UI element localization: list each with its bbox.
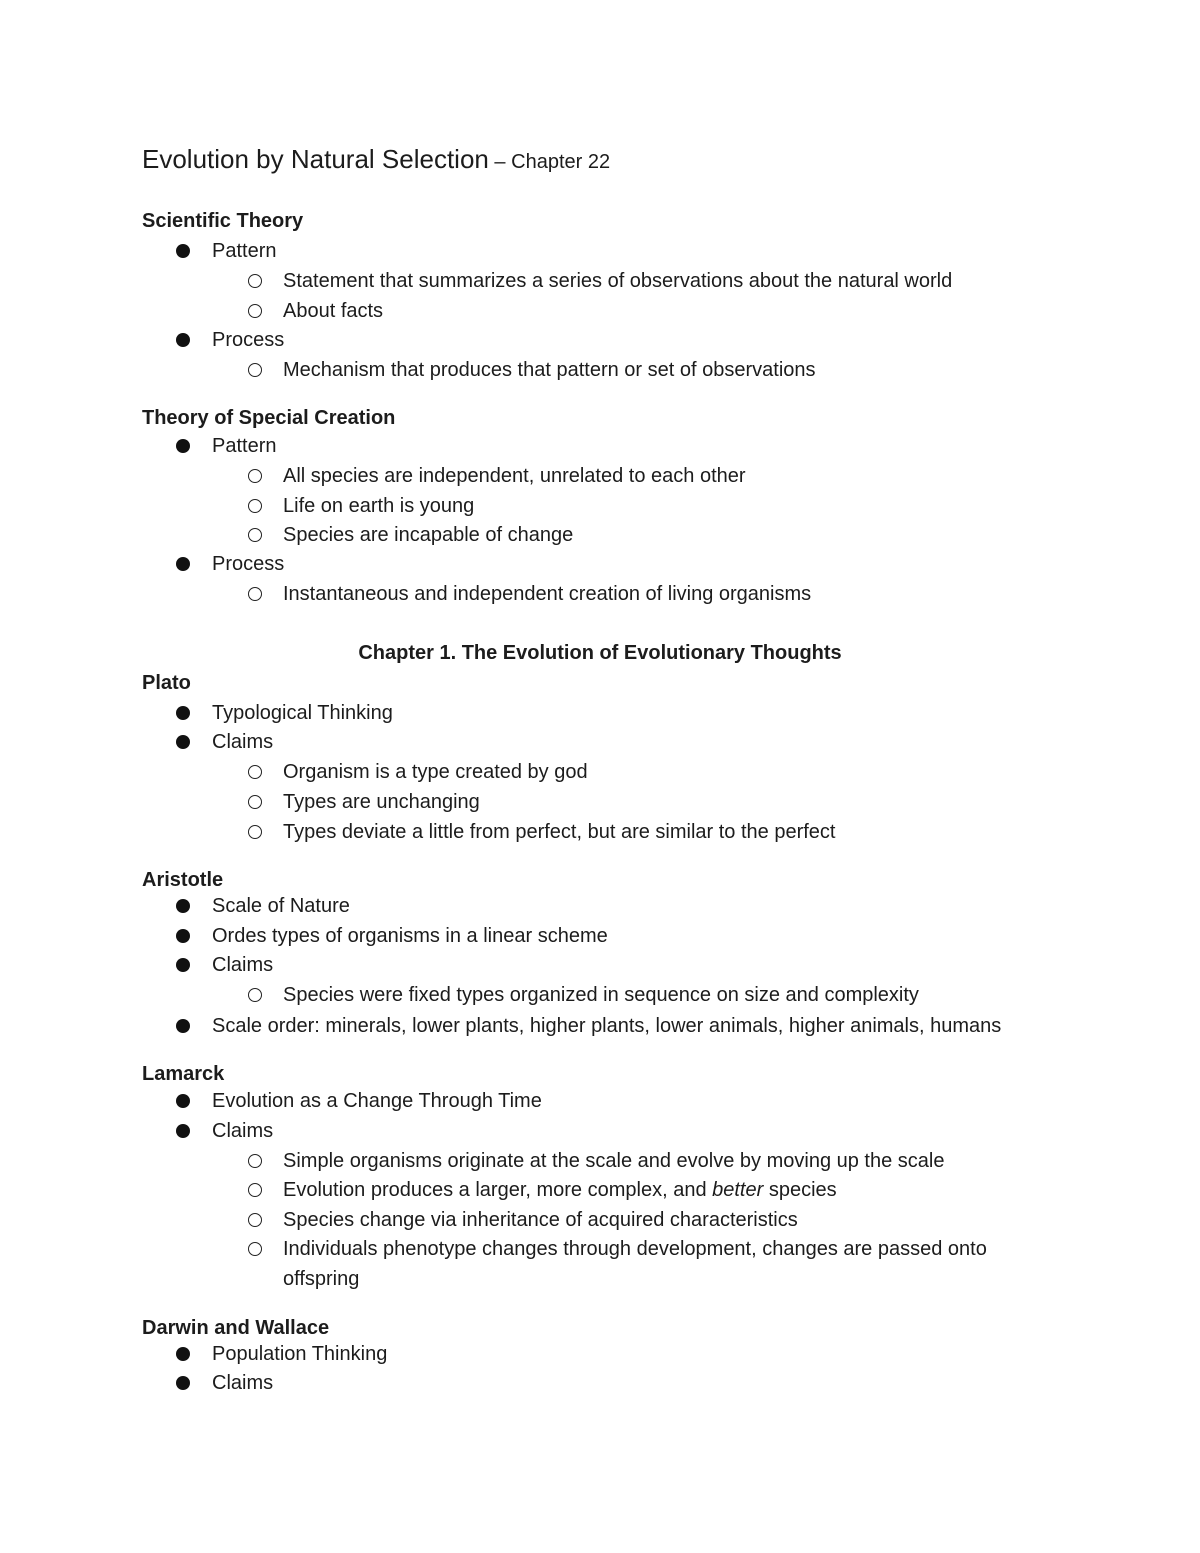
list-item: Species were fixed types organized in sequence on size and complexity [283,980,919,1010]
list-item: About facts [283,296,383,326]
heading-scientific-theory: Scientific Theory [142,210,304,232]
list-item: Process [212,325,284,355]
hollow-bullet-icon [248,469,262,483]
list-item: Simple organisms originate at the scale and evolve by moving up the scale [283,1146,944,1176]
filled-bullet-icon [176,1124,190,1138]
hollow-bullet-icon [248,1242,262,1256]
list-item: All species are independent, unrelated to each other [283,461,746,491]
title-chapter: Chapter 22 [511,151,611,173]
list-item: Types are unchanging [283,787,480,817]
hollow-bullet-icon [248,587,262,601]
list-item: Pattern [212,431,276,461]
hollow-bullet-icon [248,825,262,839]
filled-bullet-icon [176,1347,190,1361]
list-item: Types deviate a little from perfect, but are similar to the perfect [283,817,835,847]
filled-bullet-icon [176,1019,190,1033]
list-item: Instantaneous and independent creation of living organisms [283,579,811,609]
hollow-bullet-icon [248,1213,262,1227]
chapter-heading: Chapter 1. The Evolution of Evolutionary Thoughts [358,642,842,664]
list-item: Scale of Nature [212,891,350,921]
hollow-bullet-icon [248,274,262,288]
heading-lamarck: Lamarck [142,1063,225,1085]
list-item: Scale order: minerals, lower plants, higher plants, lower animals, higher animals, humans [212,1011,1001,1041]
list-item: Pattern [212,236,276,266]
filled-bullet-icon [176,706,190,720]
list-item: Ordes types of organisms in a linear scheme [212,921,608,951]
list-item: Claims [212,950,273,980]
list-item: Organism is a type created by god [283,757,588,787]
heading-darwin-wallace: Darwin and Wallace [142,1317,330,1339]
list-item: Claims [212,727,273,757]
heading-special-creation: Theory of Special Creation [142,407,396,429]
title-main: Evolution by Natural Selection [142,144,489,174]
hollow-bullet-icon [248,499,262,513]
hollow-bullet-icon [248,363,262,377]
heading-plato: Plato [142,672,191,694]
filled-bullet-icon [176,333,190,347]
hollow-bullet-icon [248,528,262,542]
hollow-bullet-icon [248,1183,262,1197]
list-item: Evolution as a Change Through Time [212,1086,542,1116]
hollow-bullet-icon [248,795,262,809]
document-title [142,140,610,181]
filled-bullet-icon [176,1094,190,1108]
hollow-bullet-icon [248,765,262,779]
title-dash: – [488,151,512,173]
list-item: Population Thinking [212,1339,387,1369]
list-item: Species change via inheritance of acquired characteristics [283,1205,798,1235]
list-item: Typological Thinking [212,698,393,728]
list-item: Life on earth is young [283,491,474,521]
filled-bullet-icon [176,439,190,453]
filled-bullet-icon [176,958,190,972]
filled-bullet-icon [176,557,190,571]
hollow-bullet-icon [248,988,262,1002]
filled-bullet-icon [176,1376,190,1390]
heading-aristotle: Aristotle [142,869,224,891]
filled-bullet-icon [176,899,190,913]
list-item: Species are incapable of change [283,520,573,550]
list-item: Claims [212,1116,273,1146]
filled-bullet-icon [176,244,190,258]
list-item: Process [212,549,284,579]
list-item: Statement that summarizes a series of observations about the natural world [283,266,952,296]
list-item: Evolution produces a larger, more complex, and better species [283,1175,837,1205]
list-item: Mechanism that produces that pattern or set of observations [283,355,816,385]
list-item: Individuals phenotype changes through development, changes are passed onto [283,1234,987,1264]
hollow-bullet-icon [248,1154,262,1168]
filled-bullet-icon [176,735,190,749]
hollow-bullet-icon [248,304,262,318]
list-item-continuation: offspring [283,1268,360,1290]
list-item: Claims [212,1368,273,1398]
filled-bullet-icon [176,929,190,943]
